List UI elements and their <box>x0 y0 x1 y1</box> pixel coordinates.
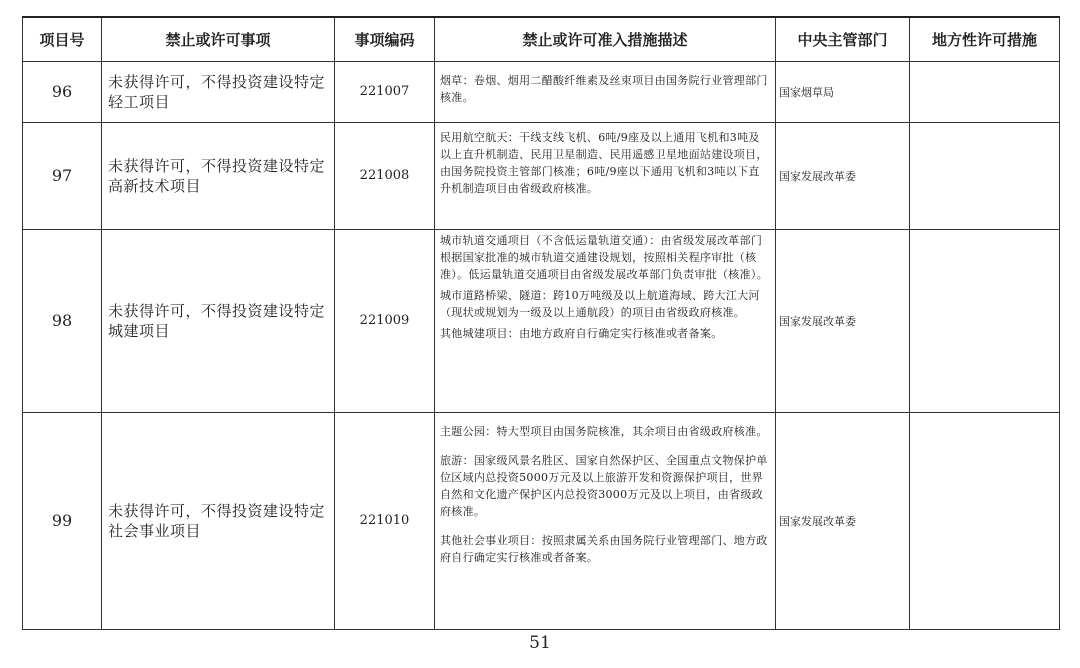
row-item: 未获得许可，不得投资建设特定高新技术项目 <box>102 122 335 229</box>
row-department: 国家发展改革委 <box>776 412 910 629</box>
row-description <box>435 61 776 122</box>
row-department: 国家发展改革委 <box>776 229 910 412</box>
page-number: 51 <box>529 633 551 653</box>
row-description <box>435 229 776 412</box>
row-number: 97 <box>23 122 102 229</box>
row-department: 国家发展改革委 <box>776 122 910 229</box>
description-paragraph: 民用航空航天：干线支线飞机、6吨/9座及以上通用飞机和3吨及以上直升机制造、民用卫星制造、民用遥感卫星地面站建设项目，由国务院投资主管部门核准；6吨/9座以下通用飞机和3吨以下直升机制造项目由省级政府核准。 <box>440 130 768 195</box>
row-code: 221009 <box>335 229 435 412</box>
header-item-number: 项目号 <box>23 17 102 61</box>
table-row <box>23 122 1060 229</box>
description-paragraph: 城市轨道交通项目（不含低运量轨道交通）：由省级发展改革部门根据国家批准的城市轨道交通建设规划，按照相关程序审批（核准）。低运量轨道交通项目由省级发展改革部门负责审批（核准）。 <box>440 233 768 281</box>
row-item: 未获得许可，不得投资建设特定城建项目 <box>102 229 335 412</box>
description-paragraph: 旅游：国家级风景名胜区、国家自然保护区、全国重点文物保护单位区域内总投资5000万元及以上旅游开发和资源保护项目，世界自然和文化遗产保护区内总投资3000万元及以上项目，由省级政府核准。 <box>440 453 768 518</box>
description-paragraph: 城市道路桥梁、隧道：跨10万吨级及以上航道海域、跨大江大河（现状或规划为一级及以上通航段）的项目由省级政府核准。 <box>440 288 760 319</box>
header-measure-description: 禁止或许可准入措施描述 <box>435 17 776 61</box>
row-local-measure <box>910 229 1060 412</box>
row-department: 国家烟草局 <box>776 61 910 122</box>
header-item-code: 事项编码 <box>335 17 435 61</box>
row-number: 99 <box>23 412 102 629</box>
row-local-measure <box>910 61 1060 122</box>
header-central-department: 中央主管部门 <box>776 17 910 61</box>
row-local-measure <box>910 412 1060 629</box>
row-local-measure <box>910 122 1060 229</box>
row-code: 221010 <box>335 412 435 629</box>
table-row <box>23 412 1060 629</box>
header-local-measures: 地方性许可措施 <box>910 17 1060 61</box>
row-code: 221008 <box>335 122 435 229</box>
table-header-row <box>23 17 1060 61</box>
row-description <box>435 122 776 229</box>
row-number: 96 <box>23 61 102 122</box>
row-item: 未获得许可，不得投资建设特定轻工项目 <box>102 61 335 122</box>
row-item: 未获得许可，不得投资建设特定社会事业项目 <box>102 412 335 629</box>
row-description <box>435 412 776 629</box>
table-row <box>23 229 1060 412</box>
table-row <box>23 61 1060 122</box>
header-item-name: 禁止或许可事项 <box>102 17 335 61</box>
description-paragraph: 其他社会事业项目：按照隶属关系由国务院行业管理部门、地方政府自行确定实行核准或者备案。 <box>440 533 768 564</box>
description-paragraph: 主题公园：特大型项目由国务院核准，其余项目由省级政府核准。 <box>440 424 768 438</box>
description-paragraph: 其他城建项目：由地方政府自行确定实行核准或者备案。 <box>440 326 723 340</box>
row-code: 221007 <box>335 61 435 122</box>
license-measures-table <box>22 16 1060 630</box>
description-paragraph: 烟草：卷烟、烟用二醋酸纤维素及丝束项目由国务院行业管理部门核准。 <box>440 73 768 104</box>
row-number: 98 <box>23 229 102 412</box>
